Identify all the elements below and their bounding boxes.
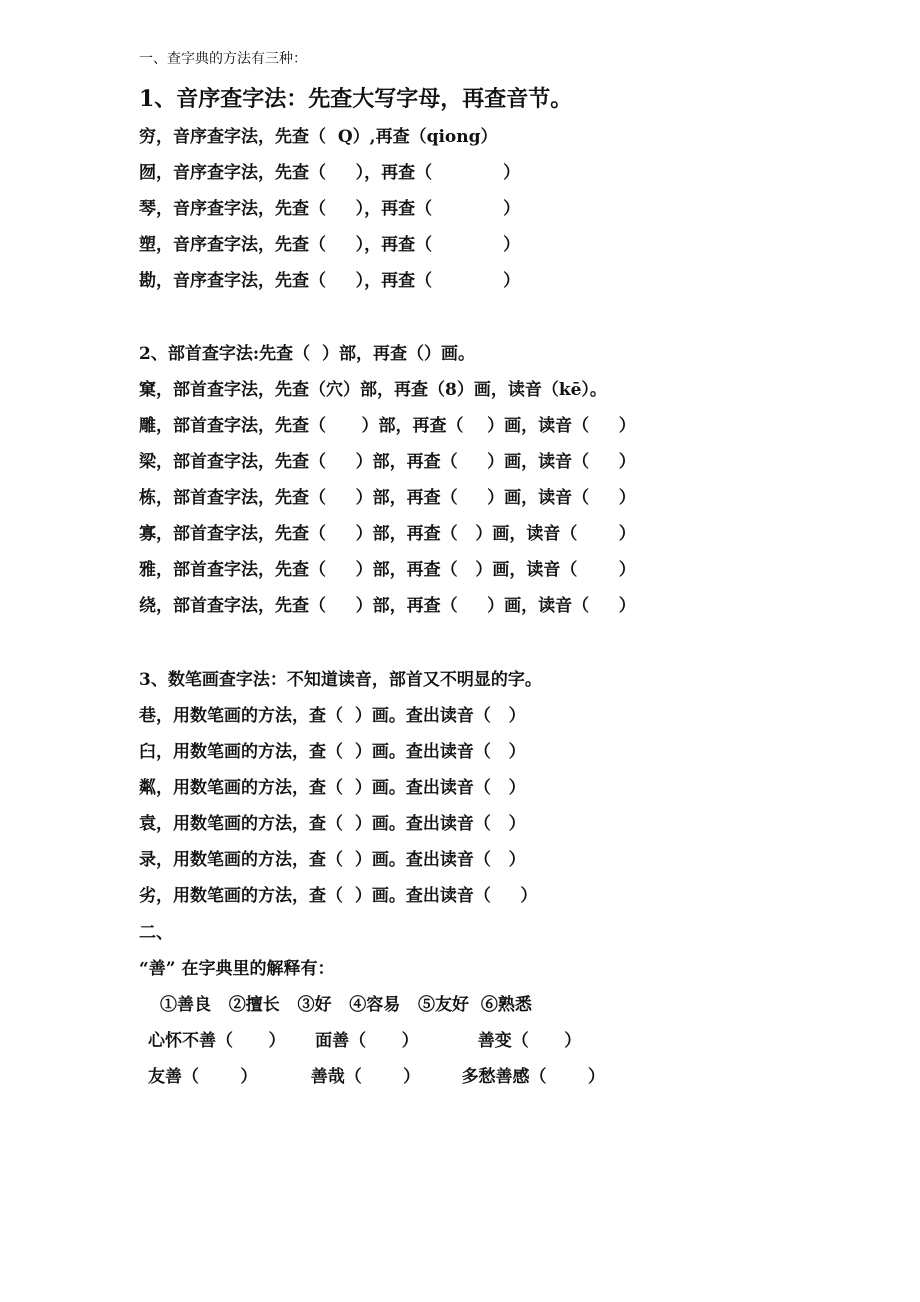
intro-text: 一、查字典的方法有三种： [139, 51, 307, 67]
section3-heading: 3、数笔画查字法：不知道读音，部首又不明显的字。 [139, 670, 542, 690]
section1-line: 穷，音序查字法，先查（ Q）,再查（qiong） [139, 127, 498, 147]
section1-line: 塑，音序查字法，先查（ ），再查（ ） [139, 235, 521, 255]
part2-question: “善” 在字典里的解释有： [139, 959, 335, 979]
section2-line: 绕，部首查字法，先查（ ）部，再查（ ）画，读音（ ） [139, 596, 636, 616]
section2-heading: 2、部首查字法:先查（ ）部，再查（）画。 [139, 344, 475, 364]
section1-line: 勘，音序查字法，先查（ ），再查（ ） [139, 271, 521, 291]
section3-line: 粼，用数笔画的方法，查（ ）画。查出读音（ ） [139, 778, 526, 798]
meaning-options: ①善良 ②擅长 ③好 ④容易 ⑤友好 ⑥熟悉 [160, 995, 532, 1015]
section1-line: 琴，音序查字法，先查（ ），再查（ ） [139, 199, 521, 219]
section3-line: 袁，用数笔画的方法，查（ ）画。查出读音（ ） [139, 814, 526, 834]
section2-line: 寡，部首查字法，先查（ ）部，再查（ ）画，读音（ ） [139, 524, 636, 544]
section1-heading: 1、音序查字法：先查大写字母，再查音节。 [139, 86, 573, 112]
section2-line: 雅，部首查字法，先查（ ）部，再查（ ）画，读音（ ） [139, 560, 636, 580]
section2-line: 窠，部首查字法，先查（穴）部，再查（8）画，读音（kē）。 [139, 380, 607, 400]
section3-line: 劣，用数笔画的方法，查（ ）画。查出读音（ ） [139, 886, 538, 906]
part2-label: 二、 [139, 923, 173, 943]
section3-line: 巷，用数笔画的方法，查（ ）画。查出读音（ ） [139, 706, 526, 726]
section3-line: 录，用数笔画的方法，查（ ）画。查出读音（ ） [139, 850, 526, 870]
section1-line: 囫，音序查字法，先查（ ），再查（ ） [139, 163, 521, 183]
exercise-row: 友善（ ） 善哉（ ） 多愁善感（ ） [148, 1067, 605, 1087]
section2-line: 雕，部首查字法，先查（ ）部，再查（ ）画，读音（ ） [139, 416, 636, 436]
section3-line: 臼，用数笔画的方法，查（ ）画。查出读音（ ） [139, 742, 526, 762]
section2-line: 栋，部首查字法，先查（ ）部，再查（ ）画，读音（ ） [139, 488, 636, 508]
exercise-row: 心怀不善（ ） 面善（ ） 善变（ ） [148, 1031, 582, 1051]
section2-line: 梁，部首查字法，先查（ ）部，再查（ ）画，读音（ ） [139, 452, 636, 472]
